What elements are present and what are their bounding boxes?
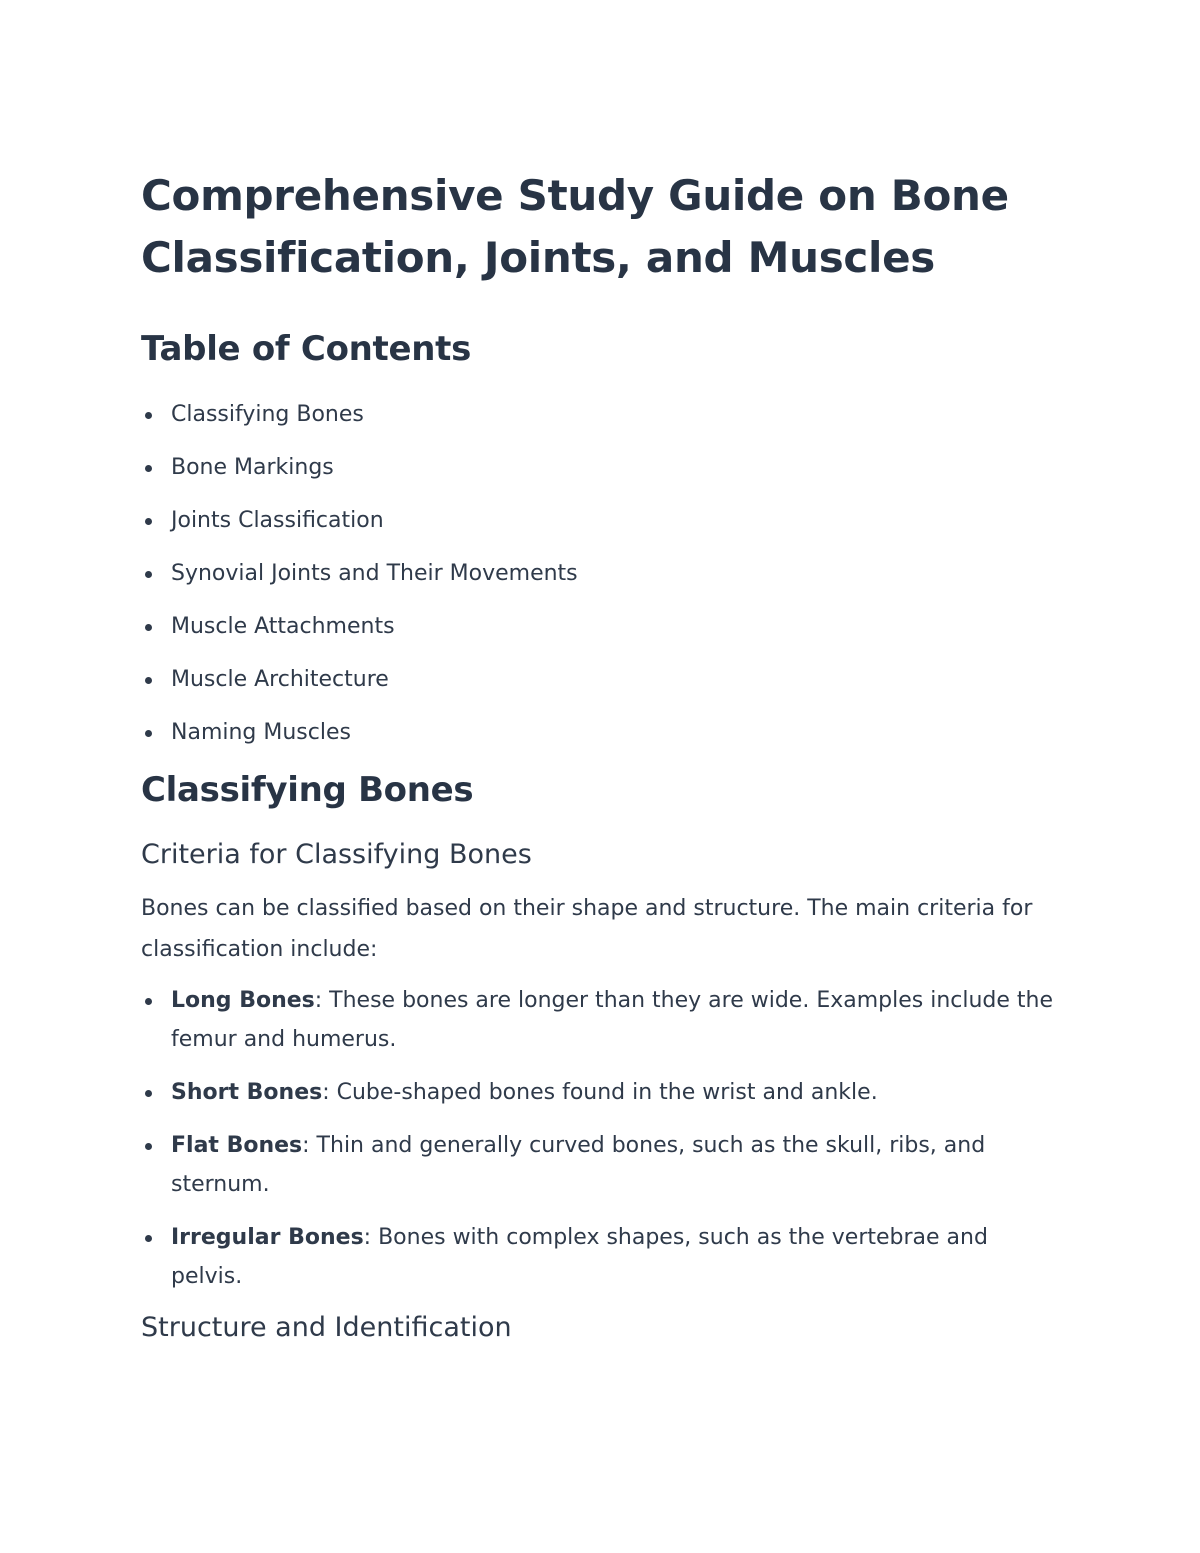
toc-item-bone-markings: Bone Markings (141, 448, 1061, 487)
toc-heading: Table of Contents (141, 329, 472, 369)
bone-type-term: Long Bones (171, 988, 315, 1013)
toc-list (141, 395, 1061, 752)
toc-item-joints-classification: Joints Classification (141, 501, 1061, 540)
toc-item-classifying-bones: Classifying Bones (141, 395, 1061, 434)
subheading-criteria: Criteria for Classifying Bones (141, 839, 532, 870)
bone-type-item (141, 981, 1061, 1059)
section-heading: Classifying Bones (141, 770, 474, 810)
document-title: Comprehensive Study Guide on Bone Classification, Joints, and Muscles (141, 171, 1009, 282)
bone-type-desc: : Thin and generally curved bones, such as the skull, ribs, and sternum. (171, 1133, 986, 1197)
toc-item-naming-muscles: Naming Muscles (141, 713, 1061, 752)
bone-type-desc: : These bones are longer than they are wide. Examples include the femur and humerus. (171, 988, 1054, 1052)
bone-type-term: Short Bones (171, 1080, 323, 1105)
intro-paragraph: Bones can be classified based on their shape and structure. The main criteria for classification include: (141, 896, 1033, 962)
document-page (141, 165, 1061, 1346)
toc-item-muscle-architecture: Muscle Architecture (141, 660, 1061, 699)
bone-type-term: Flat Bones (171, 1133, 303, 1158)
toc-item-muscle-attachments: Muscle Attachments (141, 607, 1061, 646)
toc-item-synovial-joints: Synovial Joints and Their Movements (141, 554, 1061, 593)
bone-type-term: Irregular Bones (171, 1225, 364, 1250)
subheading-structure: Structure and Identification (141, 1312, 512, 1343)
bone-type-desc: : Cube-shaped bones found in the wrist and ankle. (322, 1080, 878, 1105)
bone-type-desc: : Bones with complex shapes, such as the vertebrae and pelvis. (171, 1225, 988, 1289)
bone-type-item (141, 1218, 1061, 1296)
bone-type-item (141, 1126, 1061, 1204)
bone-types-list (141, 981, 1061, 1296)
bone-type-item (141, 1073, 1061, 1112)
